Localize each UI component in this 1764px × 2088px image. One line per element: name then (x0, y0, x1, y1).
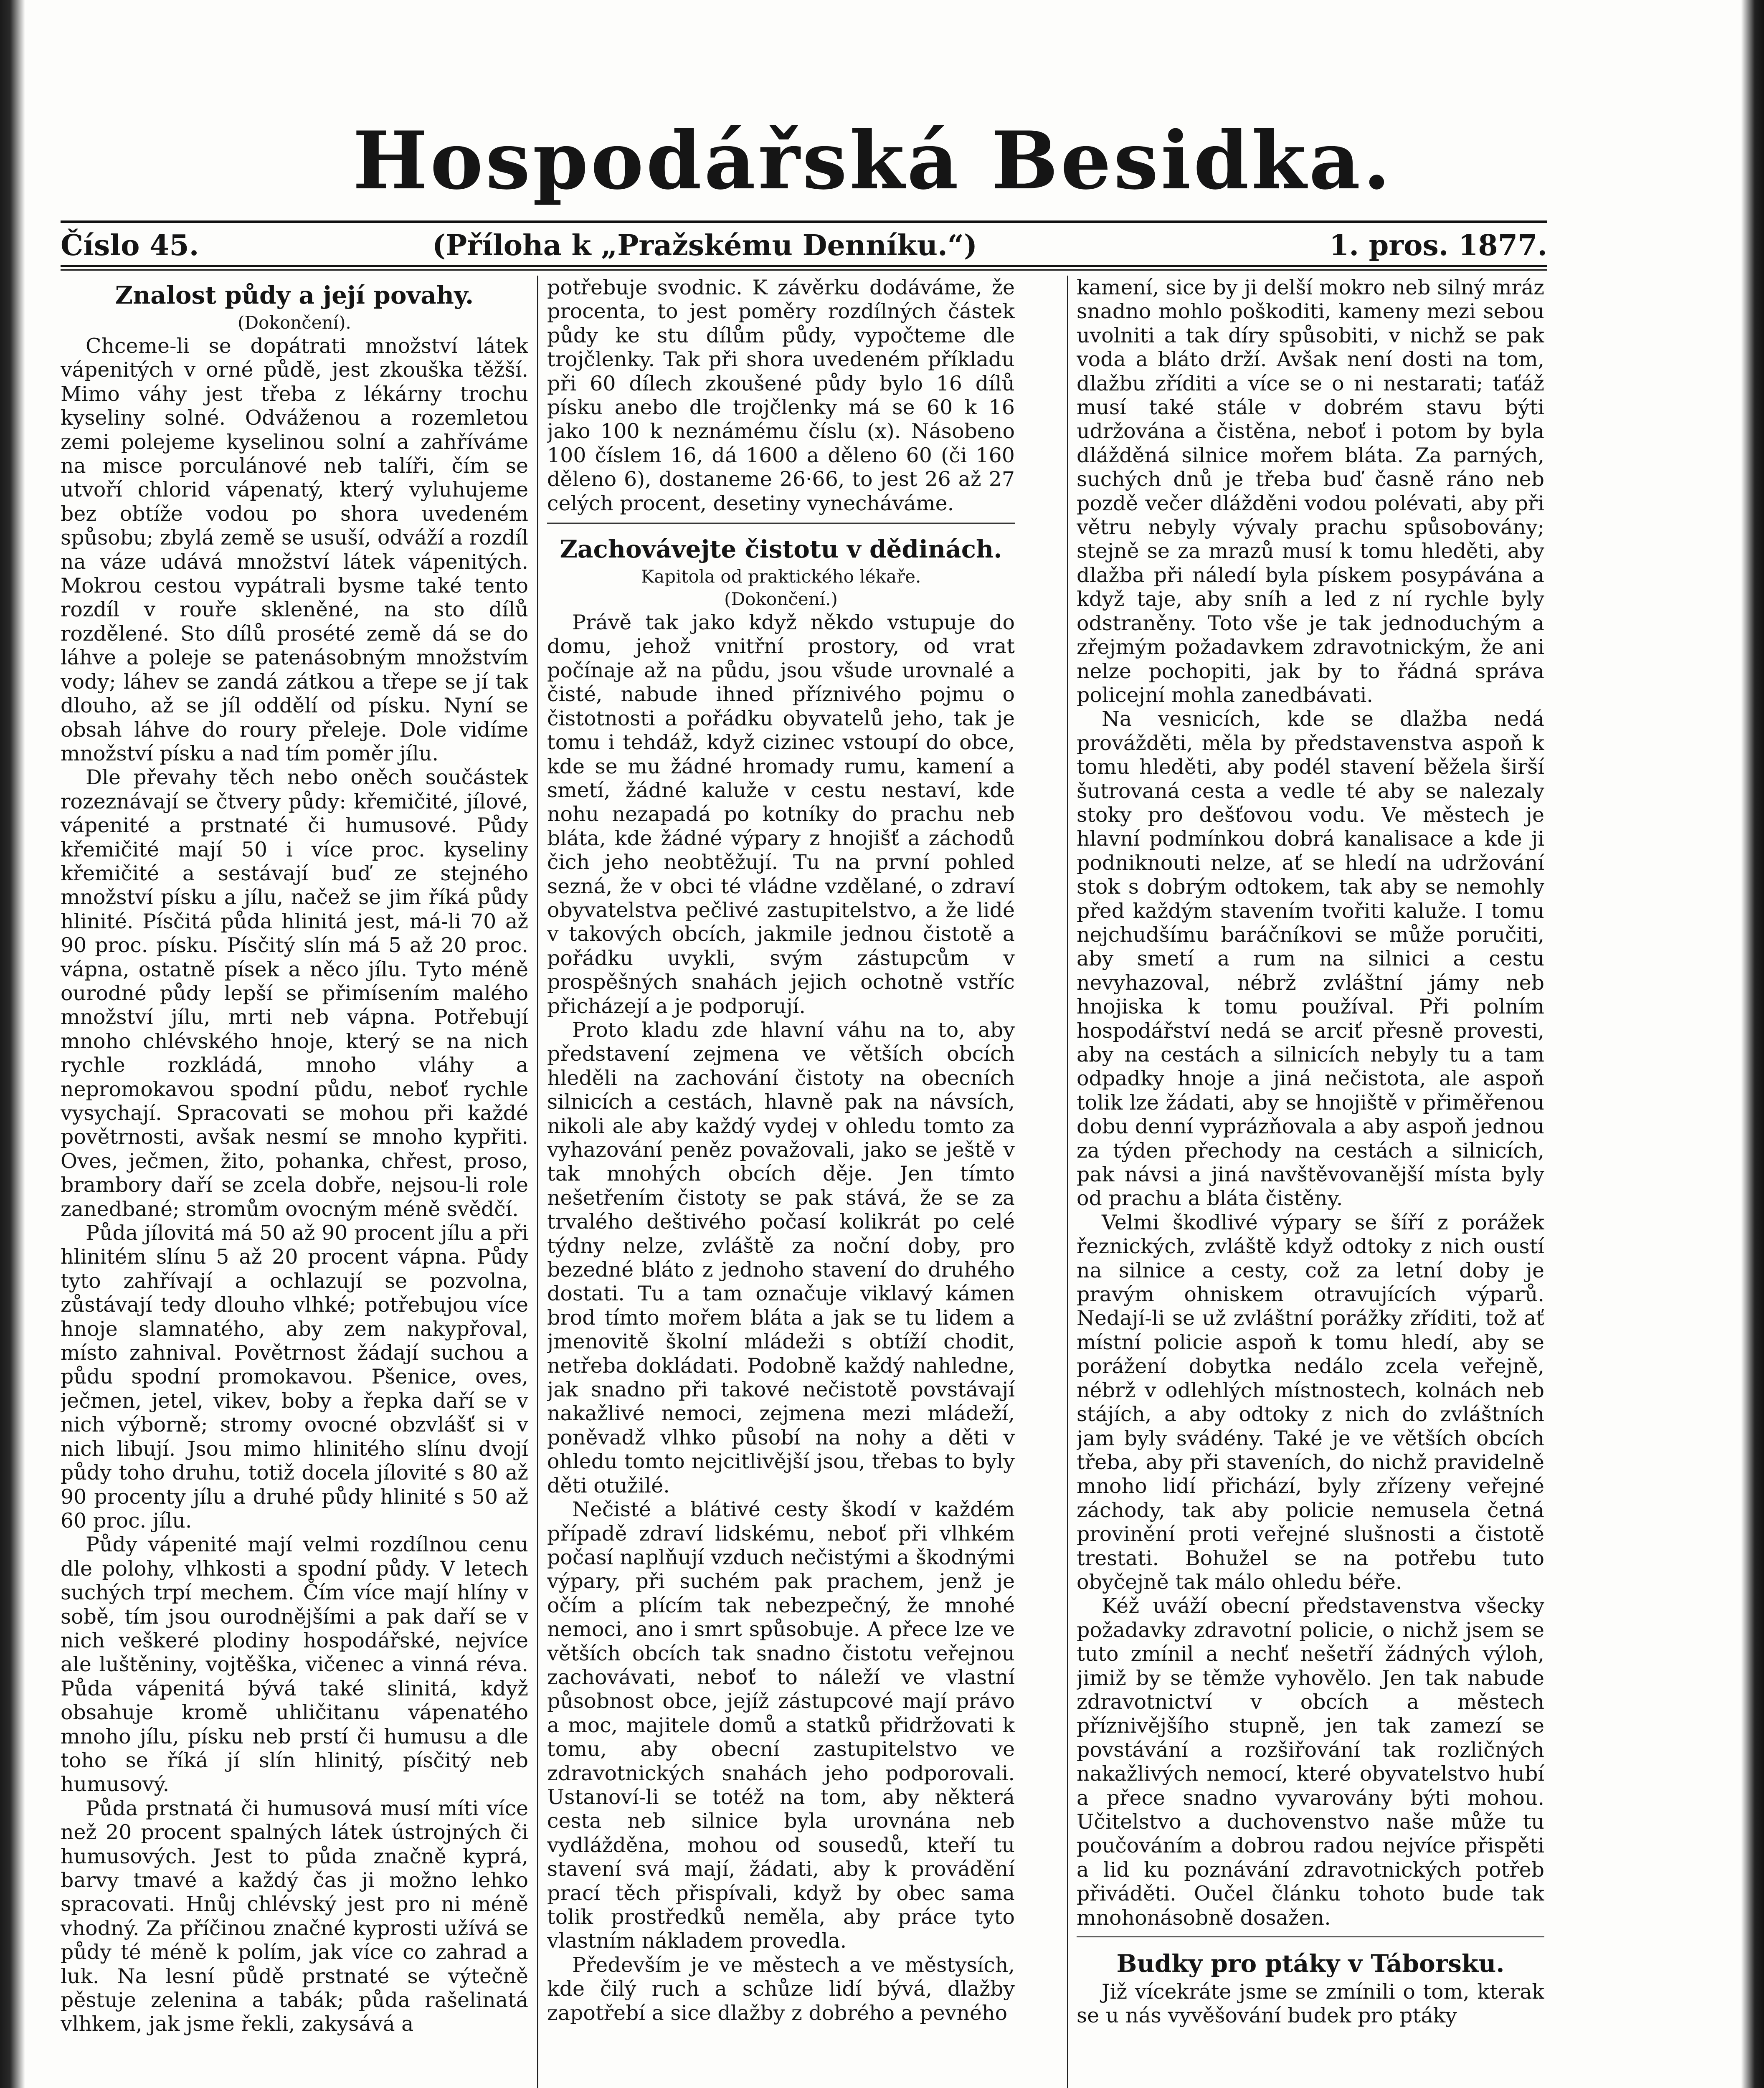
issue-number: Číslo 45. (61, 229, 199, 262)
column-3 (1077, 276, 1544, 2088)
article-separator (547, 522, 1015, 526)
issue-line (61, 229, 1547, 262)
paragraph: potřebuje svodnic. K závěrku dodáváme, že procenta, to jest poměry rozdílných částek půdy ke stu dílům půdy, vypočteme dle trojčlenky. Tak při shora uvedeném příkladu při 60 dílech zkoušené půdy bylo 16 dílů písku anebo dle trojčlenky má se 60 k 16 jako 100 k neznámému číslu (x). Násobeno 100 číslem 16, dá 1600 a děleno 60 (či 160 děleno 6), dostaneme 26·66, to jest 26 až 27 celých procent, desetiny vynecháváme. (547, 276, 1015, 515)
article-title: Budky pro ptáky v Táborsku. (1116, 1949, 1505, 1978)
article-separator (1077, 1936, 1544, 1941)
paragraph: Půda prstnatá či humusová musí míti více než 20 procent spalných látek ústrojných či humusových. Jest to půda značně kyprá, barvy tmavé a každý čas ji možno lehko spracovati. Hnůj chlévský jest pro ni méně vhodný. Za příčinou značné kyprosti užívá se půdy té méně k polím, jak více co zahrad a luk. Na lesní půdě prstnaté se výtečně pěstuje zelenina a tabák; půda rašelinatá vlhkem, jak jsme řekli, zakysává a (61, 1796, 528, 2036)
issue-date: 1. pros. 1877. (1329, 229, 1547, 262)
paragraph: Půdy vápenité mají velmi rozdílnou cenu dle polohy, vlhkosti a spodní půdy. V letech suchých trpí mechem. Čím více mají hlíny v sobě, tím jsou ourodnějšími a pak daří se v nich veškeré plodiny hospodářské, nejvíce ale luštěniny, vojtěška, vičenec a vinná réva. Půda vápenitá bývá také slinitá, když obsahuje kromě uhličitanu vápenatého mnoho jílu, písku neb prstí či humusu a dle toho se říká jí slín hlinitý, písčitý neb humusový. (61, 1533, 528, 1797)
paragraph: Půda jílovitá má 50 až 90 procent jílu a při hlinitém slínu 5 až 20 procent vápna. Půdy tyto zahřívají a ochlazují se pozvolna, zůstávají tedy dlouho vlhké; potřebujou více hnoje slamnatého, aby zem nakypřoval, místo zahnival. Povětrnost žádají suchou a půdu spodní promokavou. Pšenice, oves, ječmen, jetel, vikev, boby a řepka daří se v nich výborně; stromy ovocné obzvlášť si v nich libují. Jsou mimo hlinitého slínu dvojí půdy toho druhu, totiž docela jílovité s 80 až 90 procenty jílu a druhé půdy hlinité s 50 až 60 proc. jílu. (61, 1221, 528, 1533)
article-title: Zachovávejte čistotu v dědinách. (560, 535, 1002, 564)
paragraph: Kéž uváží obecní představenstva všecky požadavky zdravotní policie, o nichž jsem se tuto zmínil a nechť nešetří žádných výloh, jimiž by se těmže vyhovělo. Jen tak nabude zdravotnictví v obcích a městech příznivějšího stupně, jen tak zamezí se povstávání a rozšiřování tak rozličných nakažlivých nemocí, které obyvatelstvo hubí a přece snadno vyvarovány býti mohou. Učitelstvo a duchovenstvo naše může tu poučováním a dobrou radou nejvíce přispěti a lid ku poznávání zdravotnických potřeb přiváděti. Oučel článku tohoto bude tak mnohonásobně dosažen. (1077, 1594, 1544, 1930)
scan-left-edge (0, 0, 25, 2088)
column-divider-2 (1067, 276, 1068, 2088)
article-subtitle: (Dokončení.) (724, 589, 838, 610)
top-rule (61, 220, 1547, 223)
column-2 (547, 276, 1015, 2088)
paragraph: Velmi škodlivé výpary se šíří z porážek řeznických, zvláště když odtoky z nich oustí na silnice a cesty, což za letní doby je pravým ohniskem otravujících výparů. Nedají-li se už zvláštní porážky zříditi, tož ať místní policie aspoň k tomu hledí, aby se porážení dobytka nedálo zcela veřejně, nébrž v odlehlých místnostech, kolnách neb stájích, a aby odtoky z nich do zvláštních jam byly svádény. Také je ve větších obcích třeba, aby při staveních, do nichž pravidelně mnoho lidí přichází, byly zřízeny veřejné záchody, tak aby policie nemusela četná provinění proti veřejné slušnosti a čistotě trestati. Bohužel se na potřebu tuto obyčejně tak málo ohledu béře. (1077, 1210, 1544, 1594)
paragraph: Již vícekráte jsme se zmínili o tom, kterak se u nás vyvěšování budek pro ptáky (1077, 1980, 1544, 2028)
column-1 (61, 276, 528, 2088)
masthead-title: Hospodářská Besidka. (352, 114, 1393, 207)
paragraph: Proto kladu zde hlavní váhu na to, aby představení zejmena ve větších obcích hleděli na zachování čistoty na obecních silnicích a cestách, hlavně pak na návsích, nikoli ale aby každý vydej v ohledu tomto za vyhazování peněz považovali, jako se ještě v tak mnohých obcích děje. Jen tímto nešetřením čistoty se pak stává, že se za trvalého deštivého počasí kolikrát po celé týdny nelze, zvláště za noční doby, pro bezedné bláto z jednoho stavení do druhého dostati. Tu a tam označuje viklavý kámen brod tímto mořem bláta a jak se tu lidem a jmenovitě školní mládeži s obtíží chodit, netřeba dokládati. Podobně každý nahledne, jak snadno při takové nečistotě povstávají nakažlivé nemoci, zejmena mezi mládeží, poněvadž vlhko působí na nohy a děti v ohledu tomto nejcitlivější jsou, třebas to byly děti otužilé. (547, 1018, 1015, 1498)
supplement-note: (Příloha k „Pražskému Denníku.“) (432, 229, 978, 262)
article-subtitle: (Dokončení). (238, 312, 351, 333)
paragraph: Na vesnicích, kde se dlažba nedá provážděti, měla by představenstva aspoň k tomu hleděti, aby podél stavení běžela širší šutrovaná cesta a vedle té aby se nalezaly stoky pro dešťovou vodu. Ve městech je hlavní podmínkou dobrá kanalisace a kde ji podniknouti nelze, ať se hledí na udržování stok s dobrým odtokem, tak aby se nemohly před každým stavením tvořiti kaluže. I tomu nejchudšímu baráčníkovi se může poručiti, aby smetí a rum na silnici a cestu nevyhazoval, nébrž zvláštní jámy neb hnojiska k tomu používal. Při polním hospodářství nedá se arciť přesně provesti, aby na cestách a silnicích nebyly tu a tam odpadky hnoje a jiná nečistota, ale aspoň tolik lze žádati, aby se hnojiště v přiměřenou dobu denní vyprázňovala a aby aspoň jednou za týden přechody na cestách a silnicích, pak návsi a jiná navštěvovanější místa byly od prachu a bláta čistěny. (1077, 707, 1544, 1211)
scan-right-edge (1741, 0, 1764, 2088)
paragraph: kamení, sice by ji delší mokro neb silný mráz snadno mohlo poškoditi, kameny mezi sebou uvolniti a tak díry spůsobiti, v nichž se pak voda a bláto drží. Avšak není dosti na tom, dlažbu zříditi a více se o ni nestarati; taťáž musí také stále v dobrém stavu býti udržována a čistěna, neboť i potom by byla dlážděná silnice mořem bláta. Za parných, suchých dnů je třeba buď časně ráno neb pozdě večer dlážděni vodou polévati, aby při větru nebyly vývaly prachu spůsobovány; stejně se za mrazů musí k tomu hleděti, aby dlažba při náledí byla pískem posypávána a když taje, aby sníh a led z ní rychle byly odstraněny. Toto vše je tak jednoduchým a zřejmým požadavkem zdravotnickým, že ani nelze pochopiti, jak by to řádná správa policejní mohla zanedbávati. (1077, 276, 1544, 707)
article-byline: Kapitola od praktického lékaře. (641, 566, 921, 587)
article-title: Znalost půdy a její povahy. (115, 281, 474, 309)
paragraph: Nečisté a blátivé cesty škodí v každém případě zdraví lidskému, neboť při vlhkém počasí naplňují vzduch nečistými a škodnými výpary, při suchém pak prachem, jenž je očím a plícím tak nebezpečný, že mnohé nemoci, ano i smrt spůsobuje. A přece lze ve větších obcích tak snadno čistotu veřejnou zachovávati, neboť to náleží ve vlastní působnost obce, jejíž zástupcové mají právo a moc, majitele domů a statků přidržovati k tomu, aby obecní zastupitelstvo ve zdravotnických snahách jeho podporovali. Ustanoví-li se totéž na tom, aby některá cesta neb silnice byla urovnána neb vydlážděna, mohou od sousedů, kteří tu stavení svá mají, žádati, aby k provádění prací těch přispívali, když by obec sama tolik prostředků neměla, aby práce tyto vlastním nákladem provedla. (547, 1498, 1015, 1953)
column-divider-1 (537, 276, 538, 2088)
paragraph: Především je ve městech a ve městysích, kde čilý ruch a schůze lidí bývá, dlažby zapotřebí a sice dlažby z dobrého a pevného (547, 1953, 1015, 2025)
header-rule-2 (61, 269, 1547, 271)
paragraph: Chceme-li se dopátrati množství látek vápenitých v orné půdě, jest zkouška těžší. Mimo váhy jest třeba z lékárny trochu kyseliny solné. Odváženou a rozemletou zemi polejeme kyselinou solní a zahříváme na misce porculánové neb talíři, čím se utvoří chlorid vápenatý, který vyluhujeme bez obtíže vodou po shora uvedeném spůsobu; zbylá země se usuší, odváží a rozdíl na váze udává množství látek vápenitých. Mokrou cestou vypátrali bysme také tento rozdíl v rouře skleněné, na sto dílů rozdělené. Sto dílů prosété země dá se do láhve a poleje se patenásobným množstvím vody; láhev se zandá zátkou a třepe se jí tak dlouho, až se jíl oddělí od písku. Nyní se obsah láhve do roury přeleje. Dole vidíme množství písku a nad tím poměr jílu. (61, 334, 528, 765)
paragraph: Dle převahy těch nebo oněch součástek rozeznávají se čtvery půdy: křemičité, jílové, vápenité a prstnaté či humusové. Půdy křemičité mají 50 i více proc. kyseliny křemičité a sestávají buď ze stejného množství písku a jílu, načež se jim říká půdy hlinité. Písčitá půda hlinitá jest, má-li 70 až 90 proc. písku. Písčitý slín má 5 až 20 proc. vápna, ostatně písek a něco jílu. Tyto méně ourodné půdy lepší se přimísením malého množství jílu, mrti neb vápna. Potřebují mnoho chlévského hnoje, který se na nich rychle rozkládá, mnoho vláhy a nepromokavou spodní půdu, neboť rychle vysychají. Spracovati se mohou při každé povětrnosti, avšak nesmí se mnoho kypřiti. Oves, ječmen, žito, pohanka, chřest, proso, brambory daří se zcela dobře, nejsou-li role zanedbané; stromům ovocným méně svědčí. (61, 765, 528, 1221)
header-rule-1 (61, 265, 1547, 267)
paragraph: Právě tak jako když někdo vstupuje do domu, jehož vnitřní prostory, od vrat počínaje až na půdu, jsou všude urovnalé a čisté, nabude ihned příznivého pojmu o čistotnosti a pořádku obyvatelů jeho, tak je tomu i tehdáž, když cizinec vstoupí do obce, kde se mu žádné hromady rumu, kamení a smetí, žádné kaluže v cestu nestaví, kde nohu nezapadá po kotníky do prachu neb bláta, kde žádné výpary z hnojišť a záchodů čich jeho neobtěžují. Tu na první pohled sezná, že v obci té vládne vzdělané, o zdraví obyvatelstva pečlivé zastupitelstvo, a že lidé v takových obcích, jakmile jednou čistotě a pořádku uvykli, svým zástupcům v prospěšných snahách jejich ochotně vstříc přicházejí a je podporují. (547, 611, 1015, 1018)
